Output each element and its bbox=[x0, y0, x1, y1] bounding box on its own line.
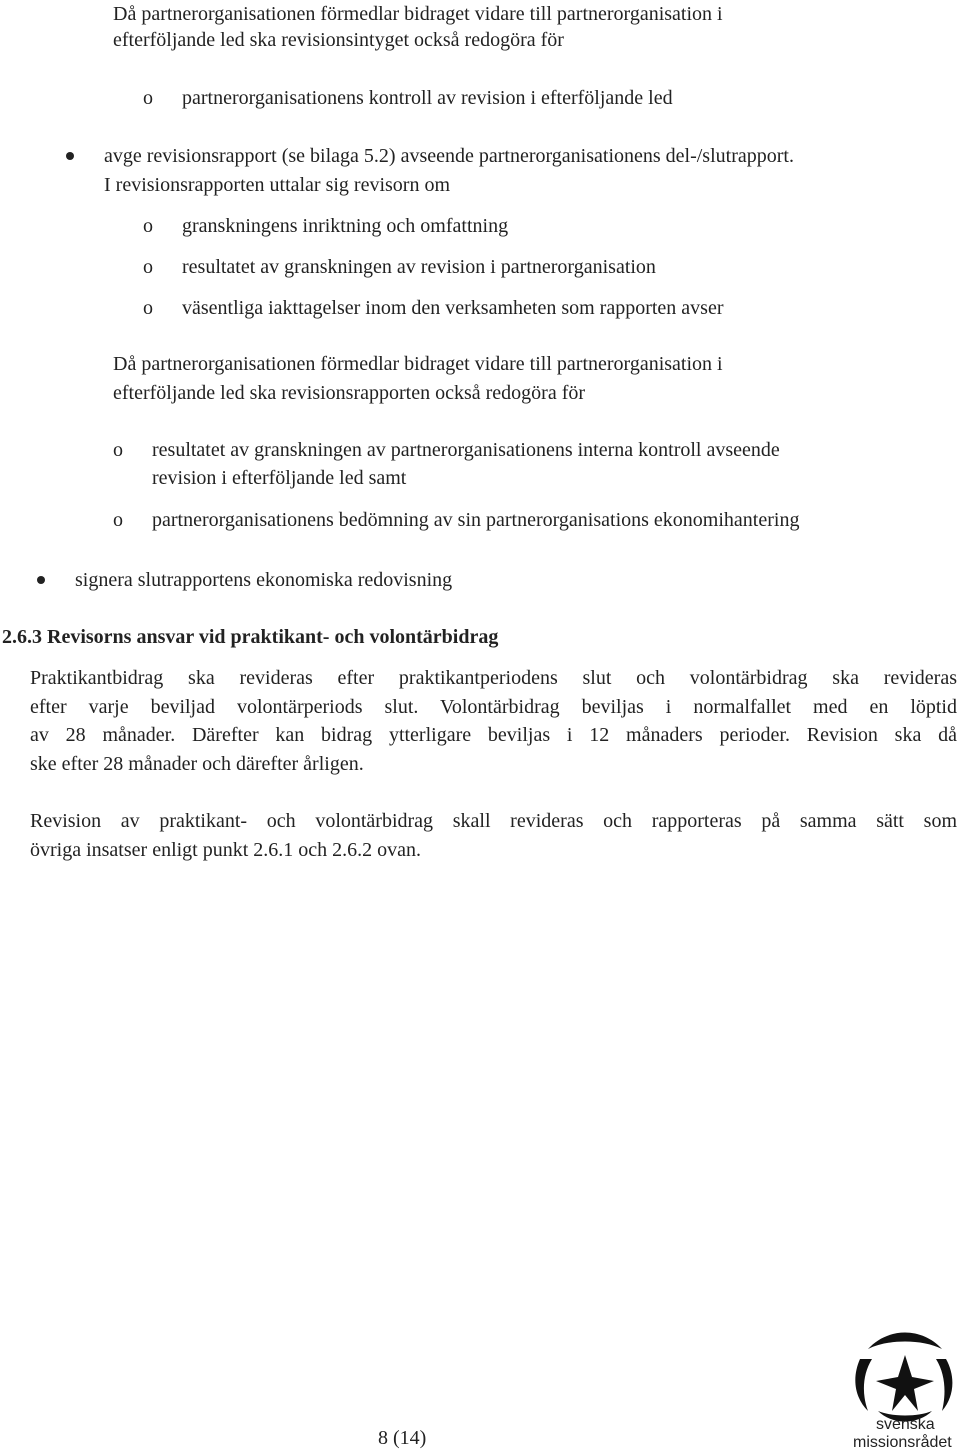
block2-intro-line-1: Då partnerorganisationen förmedlar bidraget vidare till partnerorganisation i bbox=[113, 353, 723, 375]
bullet1-sub-item-3: väsentliga iakttagelser inom den verksamheten som rapporten avser bbox=[182, 297, 724, 319]
sub-item-marker: o bbox=[143, 297, 153, 319]
sub-item-marker: o bbox=[143, 215, 153, 237]
bullet2-text: signera slutrapportens ekonomiska redovisning bbox=[75, 569, 453, 591]
section-paragraph-2 bbox=[30, 807, 957, 864]
block2-sub-item-1-line-1: resultatet av granskningen av partnerorganisationens interna kontroll avseende bbox=[152, 439, 780, 461]
sub-item-marker: o bbox=[143, 256, 153, 278]
block2-sub-item-1-line-2: revision i efterföljande led samt bbox=[152, 467, 407, 489]
block1-intro-line-1: Då partnerorganisationen förmedlar bidraget vidare till partnerorganisation i bbox=[113, 3, 723, 25]
sub-item-marker: o bbox=[113, 439, 123, 461]
logo-text-line-2: missionsrådet bbox=[853, 1434, 952, 1451]
logo-text-line-1: svenska bbox=[876, 1416, 935, 1433]
sub-item-marker: o bbox=[113, 509, 123, 531]
paragraph2-line-2: övriga insatser enligt punkt 2.6.1 och 2.6.2 ovan. bbox=[30, 838, 422, 861]
section-heading: 2.6.3 Revisorns ansvar vid praktikant- och volontärbidrag bbox=[2, 626, 499, 648]
bullet1-sub-item-1: granskningens inriktning och omfattning bbox=[182, 215, 509, 237]
section-paragraph-1 bbox=[30, 664, 957, 778]
block2-sub-item-2-line-1: partnerorganisationens bedömning av sin partnerorganisations ekonomihantering bbox=[152, 509, 800, 531]
bullet-dot bbox=[37, 576, 45, 584]
bullet-dot bbox=[66, 152, 74, 160]
bullet1-sub-item-2: resultatet av granskningen av revision i partnerorganisation bbox=[182, 256, 656, 278]
paragraph1-line-3: av 28 månader. Därefter kan bidrag ytterligare beviljas i 12 månaders perioder. Revision ska då bbox=[30, 724, 957, 746]
paragraph1-line-1: Praktikantbidrag ska revideras efter praktikantperiodens slut och volontärbidrag ska revideras bbox=[30, 667, 957, 689]
page-number: 8 (14) bbox=[378, 1427, 427, 1449]
block2-intro-line-2: efterföljande led ska revisionsrapporten också redogöra för bbox=[113, 382, 586, 404]
paragraph1-line-4: ske efter 28 månader och därefter årligen. bbox=[30, 752, 364, 775]
paragraph1-line-2: efter varje beviljad volontärperiods slut. Volontärbidrag beviljas i normalfallet med en löptid bbox=[30, 695, 957, 718]
sub-item-marker: o bbox=[143, 87, 153, 109]
block1-intro-line-2: efterföljande led ska revisionsintyget också redogöra för bbox=[113, 29, 564, 51]
block1-sub-item-1: partnerorganisationens kontroll av revision i efterföljande led bbox=[182, 87, 673, 109]
bullet1-line-2: I revisionsrapporten uttalar sig revisorn om bbox=[104, 174, 451, 196]
bullet1-line-1: avge revisionsrapport (se bilaga 5.2) avseende partnerorganisationens del-/slutrapport. bbox=[104, 145, 794, 167]
paragraph2-line-1: Revision av praktikant- och volontärbidrag skall revideras och rapporteras på samma sätt som bbox=[30, 810, 957, 832]
